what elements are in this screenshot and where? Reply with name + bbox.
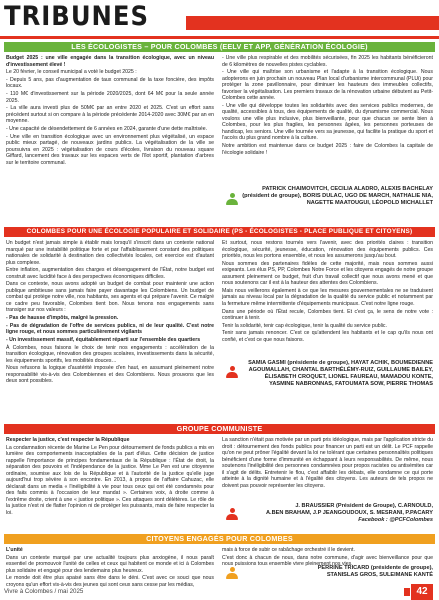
paragraph: mais à force de subir ce rabâchage orchestré il le devient. — [222, 547, 355, 553]
avatar-icon — [226, 567, 238, 579]
avatar-icon — [226, 508, 238, 520]
paragraph: - Une ville plus respirable et des mobilités sécurisées, fin 2025 les habitants bénéficieront de 6 kilomètres de nouvelles pistes cyclables. — [222, 55, 433, 68]
footer-marker — [404, 588, 410, 596]
signature-line: STANISLAS GROS, SULEIMANE KANTÉ — [326, 572, 433, 578]
page-footer — [0, 584, 439, 600]
section-banner-ecologistes: LES ÉCOLOGISTES – POUR COLOMBES (EELV ET APP, GÉNÉRATION ÉCOLOGIE) — [4, 42, 435, 52]
paragraph: Budget 2025 : une ville engagée dans la transition écologique, avec un niveau d'investissement élevé ! — [6, 55, 214, 68]
communiste-right-column — [222, 437, 433, 497]
page-title: TRIBUNES — [4, 1, 149, 32]
paragraph: Respecter la justice, c'est respecter la République — [6, 437, 130, 443]
avatar-icon — [226, 366, 238, 378]
paragraph: - Une ville qui développe toutes les solidarités avec des services publics modernes, de qualité, accessibles à tous, des équipements de qualité, du dynamisme commercial. Nous voulons une ville plus inclusive, plus bienveillante, pour que chacun se sente bien à Colombes, pour les plus fragiles, les personnes âgées, les personnes porteuses de handicap, les seniors. Une ville tournée vers sa jeunesse, qui facilite la pratique du sport et l'accès du plus grand nombre à la culture. — [222, 102, 433, 142]
ps-right-column — [222, 240, 433, 353]
paragraph: À Colombes, nous faisons le choix de tenir nos engagements : accélération de la transition écologique, rénovation des groupes scolaires, investissements dans la sécurité, les équipements sportifs, les mobilités douces… — [6, 344, 214, 364]
ecologistes-left-column — [6, 55, 214, 235]
paragraph: Dans un contexte marqué par une actualité toujours plus anxiogène, il nous paraît essentiel de promouvoir l'unité de celles et ceux qui habitent ce monde et ici à Colombes plus solidaire et engagé pour des lendemains plus heureux. — [6, 554, 214, 574]
paragraph: - Un investissement massif, équitablement réparti sur l'ensemble des quartiers — [6, 336, 201, 343]
citoyens-signature — [240, 565, 433, 583]
ps-left-column — [6, 240, 214, 422]
paragraph: - Une capacité de désendettement de 6 années en 2024, garante d'une dette maîtrisée. — [6, 125, 208, 132]
signature-line: J. BRAUSSIER (Président de Groupe), C.ARNOULD, — [295, 503, 433, 509]
paragraph: Dans ce contexte, nous avons adopté un budget de combat pour maintenir une action publique ambitieuse sans jamais faire payer davantage les Colombiens. Un budget de combat qui protège notre ville, nos habitants, ses agents et qui prépare l'avenir. Ce malgré ce cadre peu favorable, Colombes tient bon. Nous tenons nos engagements sans transiger sur nos valeurs : — [6, 281, 214, 314]
ecologistes-signature: PATRICK CHAIMOVITCH, CECILIA ALADRO, ALEXIS BACHELAY (président de groupe), BORIS DULAC, UGO DE MARCH, NATHALIE NIA, NAGETTE MAATOUGUI, LÉOPOLD MICHALLET — [242, 186, 433, 206]
communiste-signature — [240, 503, 433, 533]
section-banner-ps: COLOMBES POUR UNE ÉCOLOGIE POPULAIRE ET SOLIDAIRE (PS - ÉCOLOGISTES - PLACE PUBLIQUE ET CITOYENS) — [4, 227, 435, 237]
paragraph: Le monde doit être plus apaisé sans être dans le déni. C'est avec ce souci que nous croyons qu'un effort vis-à-vis des jeunes qui sont ceux sans cesse par les médias, — [6, 575, 214, 588]
paragraph: La condamnation récente de Marine Le Pen pour détournement de fonds publics a mis en lumière des comportements inacceptables de la part d'élus. Cette décision de justice rappelle l'importance de principes fondamentaux de la République : l'État de droit, la séparation des pouvoirs et l'indépendance de la justice. Mme Le Pen est une citoyenne ordinaire, soumise aux lois de la République et à l'autorité de la justice qu'elle juge aujourd'hui trop sévère à son encontre. En 2013, à propos de l'affaire Cahuzac, elle déclarait dans un media « l'inéligibilité à vie pour tous ceux qui ont été condamnés pour des faits commis à l'occasion de leur mandat ». Certaines voix, à droite comme à l'extrême droite, crient à une « justice politique ». Ces attaques sont délétères. Le rôle de la justice n'est ni de flatter l'opinion ni de protéger les puissants, mais de faire respecter la loi. — [6, 444, 214, 516]
paragraph: C'est donc à chacun de nous, dans notre commune, d'agir avec bienveillance pour que nous puissions tous ensemble vivre pleinement nos vies. — [222, 554, 433, 568]
paragraph: Mais nous veillerons également à ce que les mesures gouvernementales ne se traduisent jamais au niveau local par la dégradation de la qualité du service public et notamment par la fermeture même intermittente d'équipements municipaux. C'est notre ligne rouge. — [222, 287, 433, 307]
paragraph: Notre ambition est maintenue dans ce budget 2025 : faire de Colombes la capitale de l'écologie solidaire ! — [222, 143, 433, 156]
paragraph: - Pas de dégradation de l'offre de services publics, ni de leur qualité. C'est notre ligne rouge, et nous sommes particulièrement vigilants — [6, 322, 214, 336]
paragraph: - La ville aura investi plus de 50M€ par an entre 2020 et 2025. C'est un effort sans précédent surtout si on compare à la période précédente 2014-2020 avec 30M€ par an en moyenne. — [6, 105, 214, 125]
paragraph: Tenir sans jamais renoncer. C'est ce qu'attendent les habitants et le cap qu'ils nous ont confié, et c'est ce que nous faisons. — [222, 330, 433, 343]
publication-name: Vivre à Colombes / mai 2025 — [4, 588, 84, 595]
paragraph: Nous sommes des partenaires fidèles de cette majorité, mais nous sommes aussi exigeants. Les élus PS, PP, Colombes Notre Force et les citoyens engagés de notre groupe assument pleinement ce budget, fruit d'un travail collectif que nous avons mené et que nous soutenons car il est à la hauteur des attentes des Colombiens. — [222, 260, 433, 287]
paragraph: - Pas de hausse d'impôts, malgré la pression. — [6, 315, 119, 322]
section-banner-communiste: GROUPE COMMUNISTE — [4, 424, 435, 434]
paragraph: Le 20 février, le conseil municipal a voté le budget 2025 : — [6, 69, 137, 76]
ecologistes-right-column — [222, 55, 433, 180]
page-number: 42 — [411, 584, 433, 600]
paragraph: - Une ville en transition écologique avec un environnement plus végétalisé, un espace public mieux partagé, de nouveaux jardins publics. La végétalisation de la ville se poursuivra en 2025 : végétalisation de cours d'écoles, livraison du nouveau square Giffard, lancement des travaux sur les espaces verts de l'îlot sportif, plantation d'arbres sur le territoire communal. — [6, 133, 214, 166]
paragraph: - 110 M€ d'investissement sur la période 2020/2025, dont 64 M€ pour la seule année 2025. — [6, 91, 214, 104]
signature-line: A.BEN BRAHAM, J.P JEANGOUDOUX, S. MESRANI, P.PACARY — [265, 510, 433, 516]
section-banner-citoyens: CITOYENS ENGAGÉS POUR COLOMBES — [4, 534, 435, 544]
header-stripe — [186, 16, 439, 30]
paragraph: Dans une période où l'État recule, Colombes tient. Et c'est ça, le sens de notre vote : continuer à tenir. — [222, 308, 433, 322]
signature-line: PERRINE TRICARD (présidente de groupe), — [317, 565, 433, 571]
ps-signature: SAMIA GASMI (présidente de groupe), HAYAT ACHIK, BOUMEDIENNE AGOUMALLAH, CHANTAL BARTHÉLÉMY-RUIZ, GUILLAUME BAILEY, ÉLISABETH CROQUET, LIONEL FAUREAU, MAMADOU KONTE, YASMINE NABRONNAS, FATOUMATA SOW, PIERRE THOMAS — [248, 360, 433, 387]
paragraph: Et surtout, nous restons tournés vers l'avenir, avec des priorités claires : transition écologique, sécurité, jeunesse, éducation, rénovation des équipements publics. Ces priorités, nous les portons ensemble, et nous les assumerons jusqu'au bout. — [222, 240, 433, 259]
facebook-handle: Facebook : @PCFColombes — [358, 517, 433, 523]
paragraph: - Depuis 5 ans, pas d'augmentation de taux communal de la taxe foncière, des impôts locaux. — [6, 76, 214, 90]
paragraph: Nous refusons la logique d'austérité imposée d'en haut, en assumant pleinement notre responsabilité vis-à-vis des Colombiennes et des Colombiens. Nous prouvons que les deux sont possibles. — [6, 365, 214, 385]
paragraph: Entre inflation, augmentation des charges et désengagement de l'État, notre budget est construit avec lucidité face à des perspectives économiques difficiles. — [6, 267, 214, 280]
avatar-icon — [226, 193, 238, 205]
paragraph: - Une ville qui maîtrise son urbanisme et l'adapte à la transition écologique. Nous adopterons en juin prochain un nouveau Plan local d'urbanisme intercommunal (PLUi) pour protéger la zone pavillonnaire, pour diminuer les hauteurs des immeubles collectifs, favoriser la végétalisation. Les premiers travaux de la rénovation urbaine débutent au Petit-Colombes cette année. — [222, 69, 433, 102]
paragraph: Un budget n'est jamais simple à établir mais lorsqu'il s'inscrit dans un contexte national marqué par une instabilité politique forte et par l'affaiblissement constant des politiques nationales de solidarité à destination des collectivités locales, cet exercice est d'autant plus complexe. — [6, 240, 214, 266]
paragraph: La sanction n'était pas motivée par un parti pris idéologique, mais par l'application stricte du droit : détournement des fonds publics pour financer un parti est un délit. Le PCF rappelle qu'on ne peut prôner l'égalité devant la loi ne tolérant que certaines personnalités politiques bénéficient d'une forme d'immunité en échappant à leurs responsabilités. De même, nous soutenons l'inéligibilité des personnes condamnées pour propos racistes ou antisémites car il s'agit de délits. Entretenir le flou, c'est affaiblir les débats, elle condamne ce qui porte atteinte à la dignité humaine et à l'égalité des citoyens. Les auteurs de tels propos ne doivent pas pouvoir représenter les citoyens. — [222, 437, 433, 489]
paragraph: Tenir la solidarité, tenir cap écologique, tenir la qualité du service public. — [222, 322, 387, 329]
paragraph: L'unité — [6, 547, 23, 553]
citoyens-left-column — [6, 547, 214, 588]
communiste-left-column — [6, 437, 214, 533]
page-header — [0, 0, 439, 39]
